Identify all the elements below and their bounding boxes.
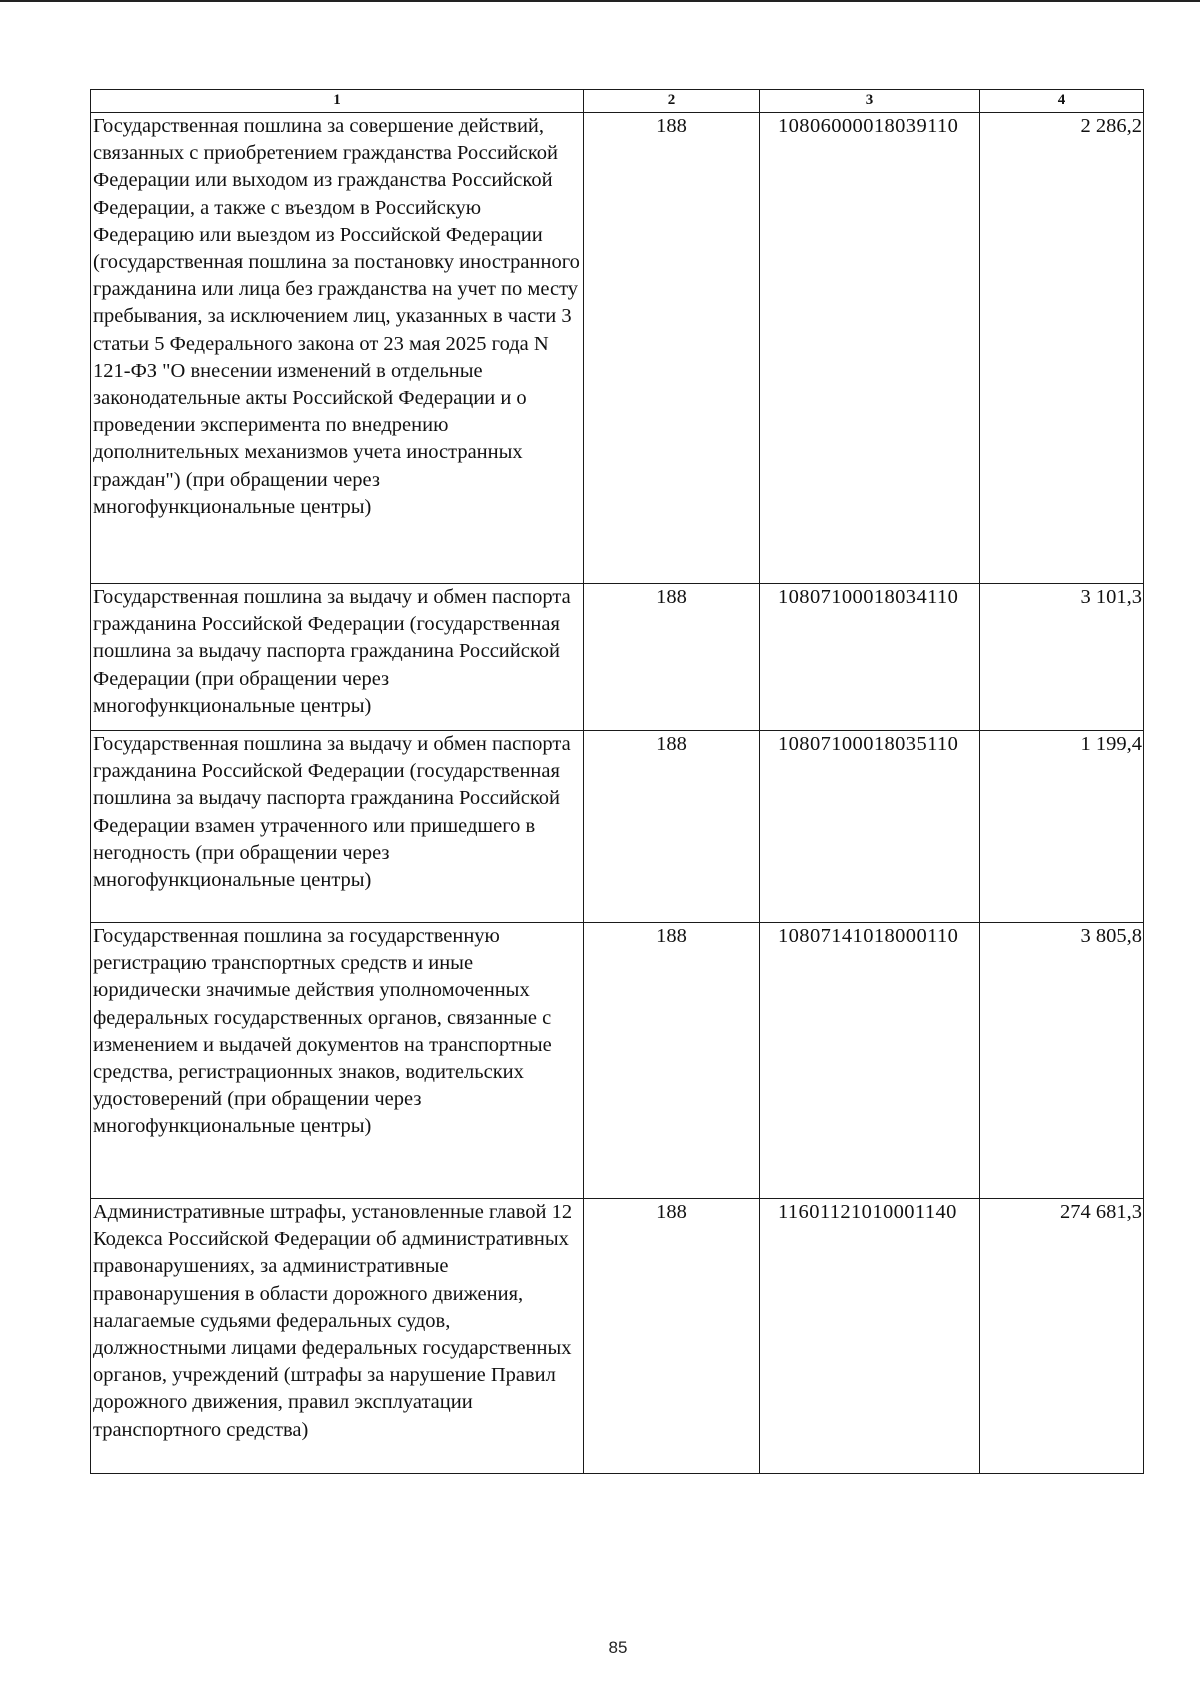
revenue-name-cell: Государственная пошлина за выдачу и обмен паспорта гражданина Российской Федерации (государственная пошлина за выдачу паспорта гражданина Российской Федерации взамен утраченного или пришедшего в негодность (при обращении через многофункциональные центры): [91, 731, 584, 923]
column-header-4: 4: [980, 90, 1144, 113]
table-row: [91, 113, 1144, 584]
kbk-code-cell: 10807100018035110: [760, 731, 980, 923]
revenue-name-cell: Государственная пошлина за совершение действий, связанных с приобретением гражданства Российской Федерации или выходом из гражданства Российской Федерации, а также с въездом в Российскую Федерацию или выездом из Российской Федерации (государственная пошлина за постановку иностранного гражданина или лица без гражданства на учет по месту пребывания, за исключением лиц, указанных в части 3 статьи 5 Федерального закона от 23 мая 2025 года N 121-ФЗ "О внесении изменений в отдельные законодательные акты Российской Федерации и о проведении эксперимента по внедрению дополнительных механизмов учета иностранных граждан") (при обращении через многофункциональные центры): [91, 113, 584, 584]
amount-cell: 1 199,4: [980, 731, 1144, 923]
kbk-code-cell: 10807141018000110: [760, 923, 980, 1199]
admin-code-cell: 188: [584, 1199, 760, 1474]
admin-code-cell: 188: [584, 731, 760, 923]
table-header-row: [91, 90, 1144, 113]
kbk-code-cell: 10807100018034110: [760, 584, 980, 731]
amount-cell: 2 286,2: [980, 113, 1144, 584]
amount-cell: 3 101,3: [980, 584, 1144, 731]
amount-cell: 274 681,3: [980, 1199, 1144, 1474]
revenue-table: [90, 89, 1144, 1474]
page-number: 85: [608, 1638, 628, 1657]
admin-code-cell: 188: [584, 584, 760, 731]
scan-top-edge: [0, 0, 1200, 2]
admin-code-cell: 188: [584, 923, 760, 1199]
column-header-3: 3: [760, 90, 980, 113]
kbk-code-cell: 10806000018039110: [760, 113, 980, 584]
table-row: [91, 1199, 1144, 1474]
table-row: [91, 731, 1144, 923]
table-row: [91, 923, 1144, 1199]
kbk-code-cell: 11601121010001140: [760, 1199, 980, 1474]
column-header-2: 2: [584, 90, 760, 113]
amount-cell: 3 805,8: [980, 923, 1144, 1199]
admin-code-cell: 188: [584, 113, 760, 584]
column-header-1: 1: [91, 90, 584, 113]
revenue-name-cell: Административные штрафы, установленные главой 12 Кодекса Российской Федерации об административных правонарушениях, за административные правонарушения в области дорожного движения, налагаемые судьями федеральных судов, должностными лицами федеральных государственных органов, учреждений (штрафы за нарушение Правил дорожного движения, правил эксплуатации транспортного средства): [91, 1199, 584, 1474]
revenue-name-cell: Государственная пошлина за выдачу и обмен паспорта гражданина Российской Федерации (государственная пошлина за выдачу паспорта гражданина Российской Федерации (при обращении через многофункциональные центры): [91, 584, 584, 731]
table-row: [91, 584, 1144, 731]
revenue-name-cell: Государственная пошлина за государственную регистрацию транспортных средств и иные юридически значимые действия уполномоченных федеральных государственных органов, связанные с изменением и выдачей документов на транспортные средства, регистрационных знаков, водительских удостоверений (при обращении через многофункциональные центры): [91, 923, 584, 1199]
